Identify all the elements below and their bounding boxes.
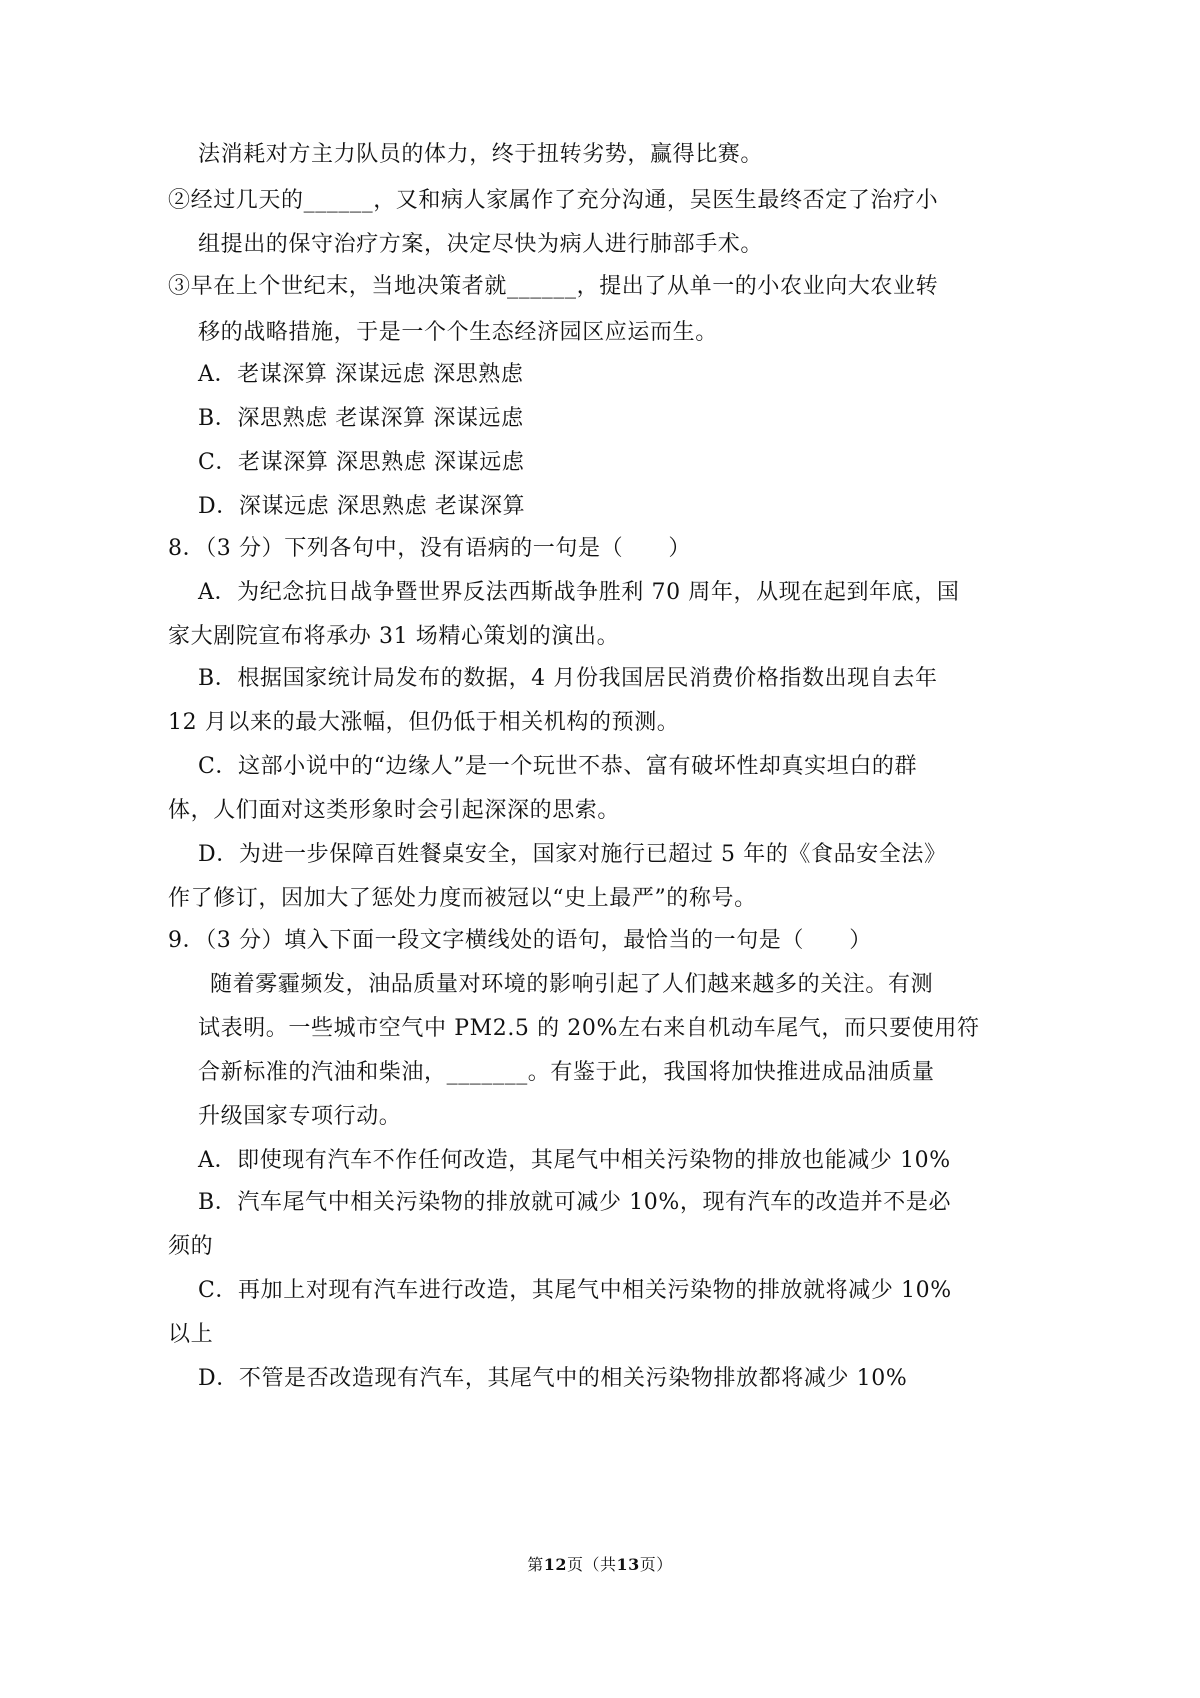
footer-suffix: 页） [639,1555,673,1574]
option-line: A．即使现有汽车不作任何改造，其尾气中相关污染物的排放也能减少 10% [198,1148,951,1173]
text-line: 法消耗对方主力队员的体力，终于扭转劣势，赢得比赛。 [198,142,764,167]
option-line: D．为进一步保障百姓餐桌安全，国家对施行已超过 5 年的《食品安全法》 [198,842,947,867]
text-line: 试表明。一些城市空气中 PM2.5 的 20%左右来自机动车尾气，而只要使用符 [198,1016,980,1041]
page-footer [0,1554,1200,1576]
footer-total-pages: 13 [616,1555,640,1574]
question-heading: 8．（3 分）下列各句中，没有语病的一句是（ ） [168,536,691,561]
text-line: 随着雾霾频发，油品质量对环境的影响引起了人们越来越多的关注。有测 [210,972,934,997]
footer-prefix: 第 [527,1555,544,1574]
option-line: A．老谋深算 深谋远虑 深思熟虑 [198,362,524,387]
text-line: 以上 [168,1322,214,1347]
text-line: 升级国家专项行动。 [198,1104,402,1129]
text-line: ②经过几天的______，又和病人家属作了充分沟通，吴医生最终否定了治疗小 [168,188,939,213]
text-line: 组提出的保守治疗方案，决定尽快为病人进行肺部手术。 [198,232,764,257]
option-line: A．为纪念抗日战争暨世界反法西斯战争胜利 70 周年，从现在起到年底，国 [198,580,960,605]
option-line: C．老谋深算 深思熟虑 深谋远虑 [198,450,525,475]
option-line: C．再加上对现有汽车进行改造，其尾气中相关污染物的排放就将减少 10% [198,1278,952,1303]
text-line: 作了修订，因加大了惩处力度而被冠以“史上最严”的称号。 [168,886,757,911]
option-line: C．这部小说中的“边缘人”是一个玩世不恭、富有破坏性却真实坦白的群 [198,754,918,779]
option-line: D．不管是否改造现有汽车，其尾气中的相关污染物排放都将减少 10% [198,1366,908,1391]
footer-middle: 页（共 [566,1555,617,1574]
text-line: 家大剧院宣布将承办 31 场精心策划的演出。 [168,624,620,649]
option-line: B．汽车尾气中相关污染物的排放就可减少 10%，现有汽车的改造并不是必 [198,1190,952,1215]
option-line: B．深思熟虑 老谋深算 深谋远虑 [198,406,524,431]
text-line: 体，人们面对这类形象时会引起深深的思索。 [168,798,621,823]
option-line: B．根据国家统计局发布的数据，4 月份我国居民消费价格指数出现自去年 [198,666,938,691]
text-line: 须的 [168,1234,214,1259]
text-line: 合新标准的汽油和柴油，_______。有鉴于此，我国将加快推进成品油质量 [198,1060,935,1085]
footer-page-number: 12 [543,1555,567,1574]
text-line: 移的战略措施，于是一个个生态经济园区应运而生。 [198,320,718,345]
question-heading: 9．（3 分）填入下面一段文字横线处的语句，最恰当的一句是（ ） [168,928,872,953]
option-line: D．深谋远虑 深思熟虑 老谋深算 [198,494,526,519]
text-line: 12 月以来的最大涨幅，但仍低于相关机构的预测。 [168,710,680,735]
text-line: ③早在上个世纪末，当地决策者就______，提出了从单一的小农业向大农业转 [168,274,939,299]
